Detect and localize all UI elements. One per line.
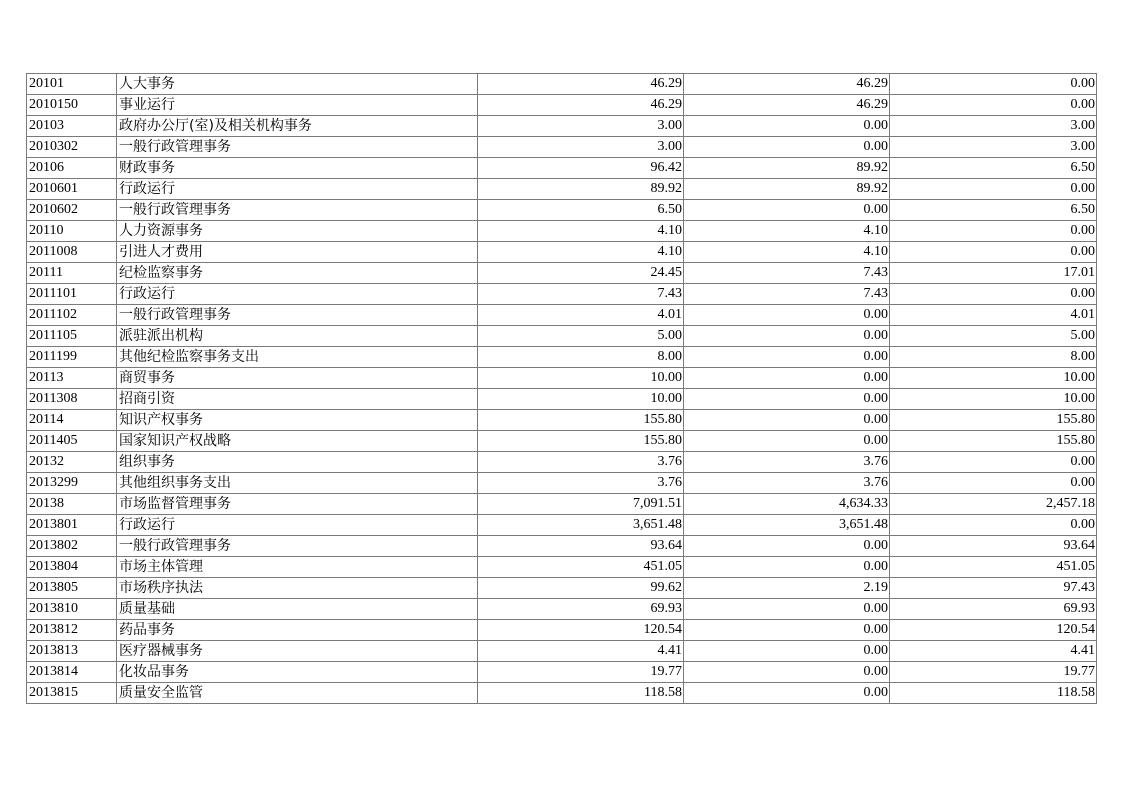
account-name-cell: 药品事务	[117, 620, 478, 641]
account-name-cell: 化妆品事务	[117, 662, 478, 683]
project-expenditure-cell: 8.00	[890, 347, 1097, 368]
table-row	[27, 74, 1097, 95]
basic-expenditure-cell: 3,651.48	[684, 515, 890, 536]
basic-expenditure-cell: 0.00	[684, 599, 890, 620]
project-expenditure-cell: 155.80	[890, 410, 1097, 431]
basic-expenditure-cell: 0.00	[684, 557, 890, 578]
total-amount-cell: 10.00	[478, 389, 684, 410]
account-code-cell: 2013802	[27, 536, 117, 557]
account-name-cell: 财政事务	[117, 158, 478, 179]
project-expenditure-cell: 10.00	[890, 389, 1097, 410]
basic-expenditure-cell: 4.10	[684, 221, 890, 242]
table-row	[27, 200, 1097, 221]
project-expenditure-cell: 69.93	[890, 599, 1097, 620]
account-code-cell: 2011105	[27, 326, 117, 347]
account-name-cell: 纪检监察事务	[117, 263, 478, 284]
project-expenditure-cell: 4.01	[890, 305, 1097, 326]
account-name-cell: 一般行政管理事务	[117, 536, 478, 557]
project-expenditure-cell: 0.00	[890, 74, 1097, 95]
table-row	[27, 389, 1097, 410]
account-name-cell: 市场秩序执法	[117, 578, 478, 599]
project-expenditure-cell: 0.00	[890, 284, 1097, 305]
account-code-cell: 2011008	[27, 242, 117, 263]
project-expenditure-cell: 2,457.18	[890, 494, 1097, 515]
basic-expenditure-cell: 89.92	[684, 179, 890, 200]
total-amount-cell: 118.58	[478, 683, 684, 704]
total-amount-cell: 99.62	[478, 578, 684, 599]
account-code-cell: 2011102	[27, 305, 117, 326]
account-name-cell: 事业运行	[117, 95, 478, 116]
total-amount-cell: 8.00	[478, 347, 684, 368]
account-code-cell: 20110	[27, 221, 117, 242]
project-expenditure-cell: 0.00	[890, 452, 1097, 473]
account-name-cell: 医疗器械事务	[117, 641, 478, 662]
total-amount-cell: 3.00	[478, 137, 684, 158]
basic-expenditure-cell: 46.29	[684, 95, 890, 116]
table-row	[27, 620, 1097, 641]
table-row	[27, 683, 1097, 704]
basic-expenditure-cell: 0.00	[684, 137, 890, 158]
table-row	[27, 347, 1097, 368]
table-row	[27, 452, 1097, 473]
account-code-cell: 2013299	[27, 473, 117, 494]
total-amount-cell: 3.00	[478, 116, 684, 137]
table-row	[27, 557, 1097, 578]
basic-expenditure-cell: 0.00	[684, 683, 890, 704]
account-name-cell: 市场主体管理	[117, 557, 478, 578]
table-row	[27, 410, 1097, 431]
account-code-cell: 20132	[27, 452, 117, 473]
table-row	[27, 326, 1097, 347]
account-code-cell: 2011308	[27, 389, 117, 410]
table-row	[27, 263, 1097, 284]
basic-expenditure-cell: 2.19	[684, 578, 890, 599]
total-amount-cell: 5.00	[478, 326, 684, 347]
account-code-cell: 2010302	[27, 137, 117, 158]
project-expenditure-cell: 93.64	[890, 536, 1097, 557]
basic-expenditure-cell: 0.00	[684, 326, 890, 347]
account-code-cell: 20103	[27, 116, 117, 137]
project-expenditure-cell: 6.50	[890, 158, 1097, 179]
total-amount-cell: 7,091.51	[478, 494, 684, 515]
account-code-cell: 2010601	[27, 179, 117, 200]
table-row	[27, 284, 1097, 305]
total-amount-cell: 6.50	[478, 200, 684, 221]
total-amount-cell: 10.00	[478, 368, 684, 389]
basic-expenditure-cell: 0.00	[684, 116, 890, 137]
account-code-cell: 2010150	[27, 95, 117, 116]
total-amount-cell: 3.76	[478, 473, 684, 494]
table-row	[27, 662, 1097, 683]
account-name-cell: 一般行政管理事务	[117, 137, 478, 158]
basic-expenditure-cell: 0.00	[684, 431, 890, 452]
project-expenditure-cell: 0.00	[890, 221, 1097, 242]
basic-expenditure-cell: 0.00	[684, 305, 890, 326]
account-name-cell: 一般行政管理事务	[117, 200, 478, 221]
project-expenditure-cell: 118.58	[890, 683, 1097, 704]
account-name-cell: 质量基础	[117, 599, 478, 620]
total-amount-cell: 93.64	[478, 536, 684, 557]
project-expenditure-cell: 0.00	[890, 242, 1097, 263]
account-name-cell: 商贸事务	[117, 368, 478, 389]
total-amount-cell: 3,651.48	[478, 515, 684, 536]
basic-expenditure-cell: 0.00	[684, 347, 890, 368]
table-row	[27, 221, 1097, 242]
total-amount-cell: 3.76	[478, 452, 684, 473]
account-code-cell: 2013814	[27, 662, 117, 683]
table-body	[27, 74, 1097, 704]
project-expenditure-cell: 451.05	[890, 557, 1097, 578]
basic-expenditure-cell: 3.76	[684, 473, 890, 494]
account-code-cell: 2013810	[27, 599, 117, 620]
account-name-cell: 招商引资	[117, 389, 478, 410]
account-code-cell: 2013804	[27, 557, 117, 578]
project-expenditure-cell: 0.00	[890, 515, 1097, 536]
project-expenditure-cell: 5.00	[890, 326, 1097, 347]
table-row	[27, 515, 1097, 536]
account-name-cell: 国家知识产权战略	[117, 431, 478, 452]
account-code-cell: 20106	[27, 158, 117, 179]
total-amount-cell: 69.93	[478, 599, 684, 620]
account-code-cell: 2013813	[27, 641, 117, 662]
basic-expenditure-cell: 7.43	[684, 284, 890, 305]
account-name-cell: 派驻派出机构	[117, 326, 478, 347]
table-row	[27, 305, 1097, 326]
project-expenditure-cell: 10.00	[890, 368, 1097, 389]
project-expenditure-cell: 4.41	[890, 641, 1097, 662]
account-name-cell: 人大事务	[117, 74, 478, 95]
account-name-cell: 人力资源事务	[117, 221, 478, 242]
basic-expenditure-cell: 3.76	[684, 452, 890, 473]
account-code-cell: 2013801	[27, 515, 117, 536]
account-code-cell: 20114	[27, 410, 117, 431]
table-row	[27, 158, 1097, 179]
total-amount-cell: 24.45	[478, 263, 684, 284]
expenditure-table	[26, 73, 1097, 704]
total-amount-cell: 451.05	[478, 557, 684, 578]
table-row	[27, 494, 1097, 515]
table-row	[27, 95, 1097, 116]
project-expenditure-cell: 97.43	[890, 578, 1097, 599]
basic-expenditure-cell: 89.92	[684, 158, 890, 179]
project-expenditure-cell: 6.50	[890, 200, 1097, 221]
account-name-cell: 政府办公厅(室)及相关机构事务	[117, 116, 478, 137]
basic-expenditure-cell: 0.00	[684, 641, 890, 662]
basic-expenditure-cell: 0.00	[684, 389, 890, 410]
project-expenditure-cell: 0.00	[890, 95, 1097, 116]
basic-expenditure-cell: 0.00	[684, 200, 890, 221]
total-amount-cell: 4.10	[478, 242, 684, 263]
project-expenditure-cell: 0.00	[890, 473, 1097, 494]
basic-expenditure-cell: 0.00	[684, 620, 890, 641]
project-expenditure-cell: 3.00	[890, 116, 1097, 137]
basic-expenditure-cell: 0.00	[684, 536, 890, 557]
total-amount-cell: 46.29	[478, 95, 684, 116]
account-name-cell: 其他组织事务支出	[117, 473, 478, 494]
basic-expenditure-cell: 0.00	[684, 662, 890, 683]
project-expenditure-cell: 0.00	[890, 179, 1097, 200]
project-expenditure-cell: 19.77	[890, 662, 1097, 683]
total-amount-cell: 7.43	[478, 284, 684, 305]
table-row	[27, 179, 1097, 200]
account-name-cell: 知识产权事务	[117, 410, 478, 431]
table-row	[27, 137, 1097, 158]
table-row	[27, 599, 1097, 620]
account-code-cell: 2010602	[27, 200, 117, 221]
table-row	[27, 431, 1097, 452]
total-amount-cell: 89.92	[478, 179, 684, 200]
basic-expenditure-cell: 0.00	[684, 368, 890, 389]
project-expenditure-cell: 120.54	[890, 620, 1097, 641]
table-row	[27, 368, 1097, 389]
total-amount-cell: 155.80	[478, 431, 684, 452]
basic-expenditure-cell: 4.10	[684, 242, 890, 263]
account-code-cell: 20138	[27, 494, 117, 515]
account-name-cell: 质量安全监管	[117, 683, 478, 704]
account-code-cell: 2013815	[27, 683, 117, 704]
total-amount-cell: 46.29	[478, 74, 684, 95]
account-name-cell: 一般行政管理事务	[117, 305, 478, 326]
account-name-cell: 行政运行	[117, 515, 478, 536]
account-name-cell: 市场监督管理事务	[117, 494, 478, 515]
account-code-cell: 2011405	[27, 431, 117, 452]
table-row	[27, 116, 1097, 137]
total-amount-cell: 19.77	[478, 662, 684, 683]
total-amount-cell: 96.42	[478, 158, 684, 179]
table-row	[27, 641, 1097, 662]
total-amount-cell: 4.01	[478, 305, 684, 326]
account-name-cell: 行政运行	[117, 179, 478, 200]
account-code-cell: 2011199	[27, 347, 117, 368]
account-code-cell: 20113	[27, 368, 117, 389]
total-amount-cell: 155.80	[478, 410, 684, 431]
basic-expenditure-cell: 4,634.33	[684, 494, 890, 515]
table-row	[27, 536, 1097, 557]
basic-expenditure-cell: 0.00	[684, 410, 890, 431]
account-code-cell: 20101	[27, 74, 117, 95]
account-code-cell: 2013805	[27, 578, 117, 599]
account-code-cell: 2013812	[27, 620, 117, 641]
project-expenditure-cell: 17.01	[890, 263, 1097, 284]
table-row	[27, 242, 1097, 263]
account-code-cell: 2011101	[27, 284, 117, 305]
total-amount-cell: 120.54	[478, 620, 684, 641]
project-expenditure-cell: 155.80	[890, 431, 1097, 452]
account-name-cell: 组织事务	[117, 452, 478, 473]
table-row	[27, 578, 1097, 599]
total-amount-cell: 4.41	[478, 641, 684, 662]
account-name-cell: 行政运行	[117, 284, 478, 305]
table-row	[27, 473, 1097, 494]
account-name-cell: 其他纪检监察事务支出	[117, 347, 478, 368]
total-amount-cell: 4.10	[478, 221, 684, 242]
project-expenditure-cell: 3.00	[890, 137, 1097, 158]
account-name-cell: 引进人才费用	[117, 242, 478, 263]
account-code-cell: 20111	[27, 263, 117, 284]
basic-expenditure-cell: 46.29	[684, 74, 890, 95]
basic-expenditure-cell: 7.43	[684, 263, 890, 284]
